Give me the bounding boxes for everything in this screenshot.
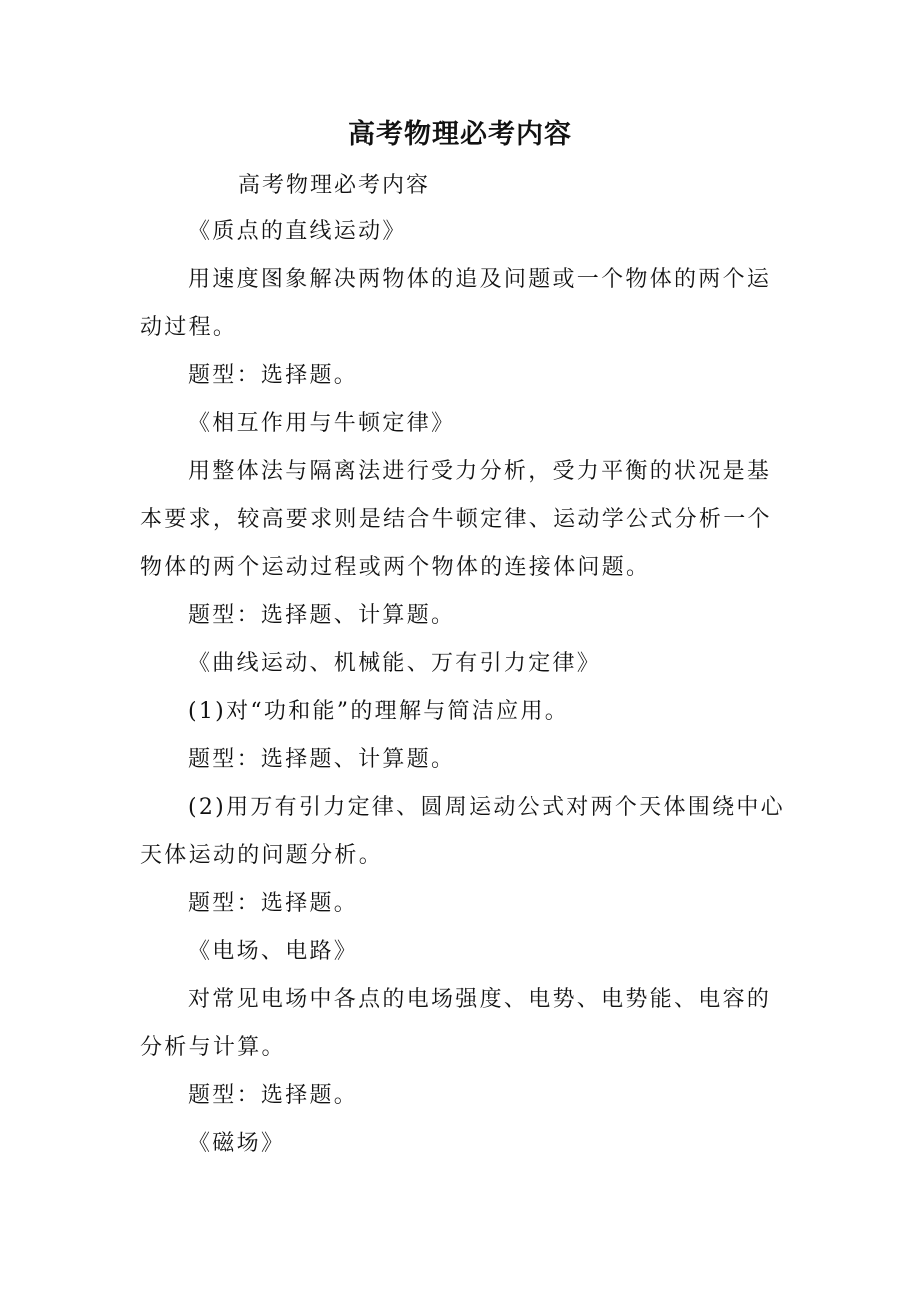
section-heading-curve-motion: 《曲线运动、机械能、万有引力定律》 bbox=[188, 651, 602, 676]
question-type: 题型：选择题。 bbox=[188, 363, 359, 388]
document-title: 高考物理必考内容 bbox=[348, 119, 572, 150]
section-heading-electric-field: 《电场、电路》 bbox=[188, 939, 359, 964]
section-heading-magnetic-field: 《磁场》 bbox=[188, 1131, 286, 1156]
paragraph-gravitation: (2)用万有引力定律、圆周运动公式对两个天体围绕中心天体运动的问题分析。 bbox=[140, 795, 785, 868]
paragraph-work-energy: (1)对“功和能”的理解与简洁应用。 bbox=[188, 699, 570, 724]
document-subtitle: 高考物理必考内容 bbox=[238, 173, 431, 198]
section-heading-newton-laws: 《相互作用与牛顿定律》 bbox=[188, 411, 456, 436]
question-type: 题型：选择题。 bbox=[188, 1083, 359, 1108]
section-heading-linear-motion: 《质点的直线运动》 bbox=[188, 219, 407, 244]
paragraph-electric-field: 对常见电场中各点的电场强度、电势、电势能、电容的分析与计算。 bbox=[140, 987, 772, 1060]
document-body bbox=[140, 208, 790, 1168]
question-type: 题型：选择题、计算题。 bbox=[188, 747, 456, 772]
question-type: 题型：选择题、计算题。 bbox=[188, 603, 456, 628]
question-type: 题型：选择题。 bbox=[188, 891, 359, 916]
paragraph-linear-motion: 用速度图象解决两物体的追及问题或一个物体的两个运动过程。 bbox=[140, 267, 772, 340]
paragraph-newton-laws: 用整体法与隔离法进行受力分析，受力平衡的状况是基本要求，较高要求则是结合牛顿定律、运动学公式分析一个物体的两个运动过程或两个物体的连接体问题。 bbox=[140, 459, 772, 580]
